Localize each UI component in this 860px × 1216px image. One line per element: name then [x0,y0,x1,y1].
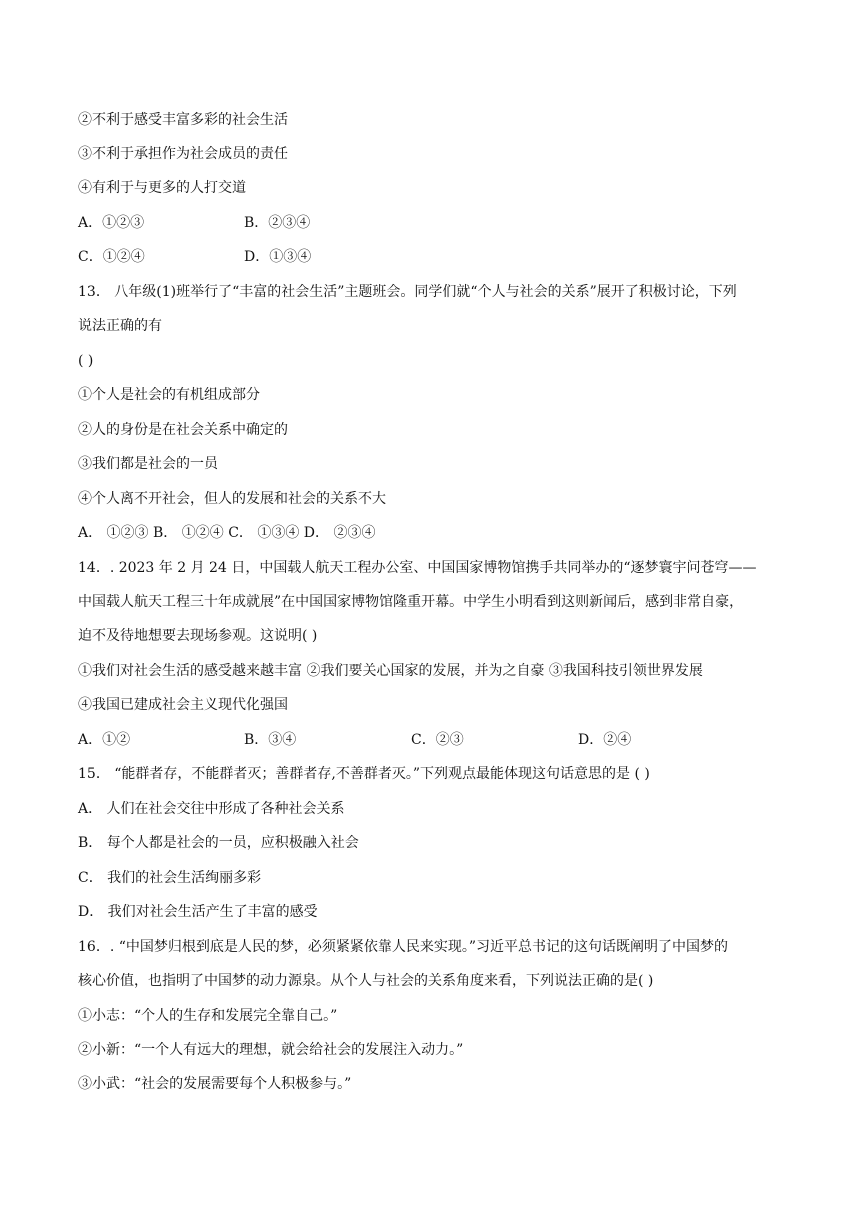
q12-option-a: A．①②③ [78,215,145,231]
q13-stem-line-1: 13． 八年级(1)班举行了“丰富的社会生活”主题班会。同学们就“个人与社会的关系”展开了积极讨论，下列 [78,284,737,300]
q13-item-3: ③我们都是社会的一员 [78,456,218,472]
q15-option-c: C． 我们的社会生活绚丽多彩 [78,870,262,886]
q13-item-1: ①个人是社会的有机组成部分 [78,387,260,403]
q14-stem-line-2: 中国载人航天工程三十年成就展”在中国国家博物馆隆重开幕。中学生小明看到这则新闻后，感到非常自豪， [78,594,744,610]
q13-options: A． ①②③ B． ①②④ C． ①③④ D． ②③④ [78,525,376,541]
q12-option-d: D．①③④ [244,249,312,265]
q13-stem-line-2: 说法正确的有 [78,318,162,334]
q16-item-2: ②小新：“一个人有远大的理想，就会给社会的发展注入动力。” [78,1042,464,1058]
q15-option-a: A． 人们在社会交往中形成了各种社会关系 [78,801,345,817]
q12-item-3: ③不利于承担作为社会成员的责任 [78,146,288,162]
q15-option-d: D． 我们对社会生活产生了丰富的感受 [78,904,318,920]
q14-option-a: A．①② [78,732,131,748]
q13-answer-blank: ( ) [78,353,94,369]
q14-option-d: D．②④ [578,732,632,748]
q12-item-2: ②不利于感受丰富多彩的社会生活 [78,112,288,128]
q12-item-4: ④有利于与更多的人打交道 [78,180,246,196]
q13-item-4: ④个人离不开社会，但人的发展和社会的关系不大 [78,491,386,507]
q14-option-b: B．③④ [244,732,297,748]
q15-option-b: B． 每个人都是社会的一员，应积极融入社会 [78,835,359,851]
q14-items-line-2: ④我国已建成社会主义现代化强国 [78,697,288,713]
q16-stem-line-1: 16．. “中国梦归根到底是人民的梦，必须紧紧依靠人民来实现。”习近平总书记的这句话既阐明了中国梦的 [78,939,729,955]
q16-item-1: ①小志：“个人的生存和发展完全靠自己。” [78,1008,338,1024]
q16-item-3: ③小武：“社会的发展需要每个人积极参与。” [78,1076,352,1092]
q14-stem-line-3: 迫不及待地想要去现场参观。这说明( ) [78,628,318,644]
q16-stem-line-2: 核心价值，也指明了中国梦的动力源泉。从个人与社会的关系角度来看，下列说法正确的是( ) [78,973,654,989]
q15-stem: 15． “能群者存，不能群者灭；善群者存,不善群者灭。”下列观点最能体现这句话意思的是 ( ) [78,766,650,782]
q12-option-c: C．①②④ [78,249,145,265]
q14-stem-line-1: 14．. 2023 年 2 月 24 日，中国载人航天工程办公室、中国国家博物馆携手共同举办的“逐梦寰宇问苍穹—— [78,560,757,576]
q14-option-c: C．②③ [411,732,464,748]
q13-item-2: ②人的身份是在社会关系中确定的 [78,422,288,438]
q12-option-b: B．②③④ [244,215,311,231]
q14-items-line-1: ①我们对社会生活的感受越来越丰富 ②我们要关心国家的发展，并为之自豪 ③我国科技引领世界发展 [78,663,703,679]
